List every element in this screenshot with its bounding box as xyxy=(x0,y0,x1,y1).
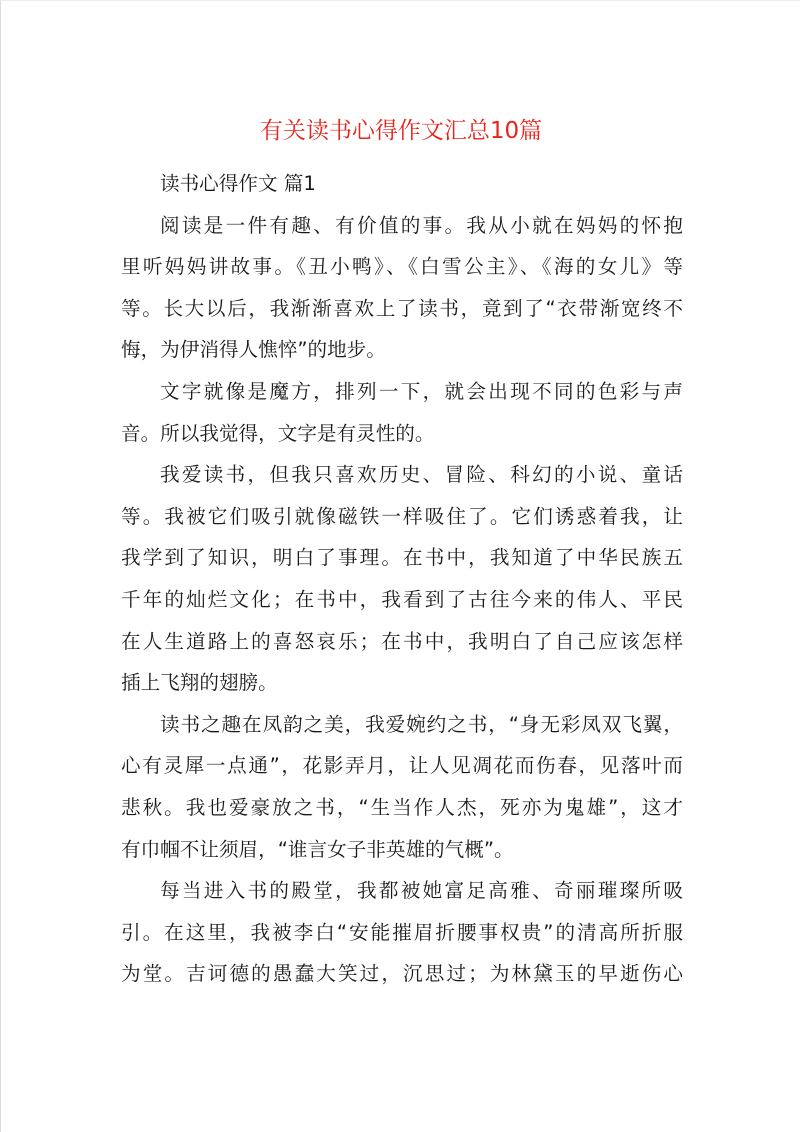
document-title: 有关读书心得作文汇总10篇 xyxy=(259,118,543,144)
paragraph-3-line-1: 我爱读书，但我只喜欢历史、冒险、科幻的小说、童话 xyxy=(160,463,683,487)
paragraph-1-line-4: 悔，为伊消得人憔悴”的地步。 xyxy=(121,338,386,362)
paragraph-3-line-5: 在人生道路上的喜怒哀乐；在书中，我明白了自己应该怎样 xyxy=(121,629,683,653)
paragraph-4-line-3: 悲秋。我也爱豪放之书，“生当作人杰，死亦为鬼雄”，这才 xyxy=(121,795,683,819)
paragraph-4-line-1: 读书之趣在凤韵之美，我爱婉约之书，“身无彩凤双飞翼， xyxy=(160,712,683,736)
paragraph-4-line-4: 有巾帼不让须眉，“谁言女子非英雄的气概”。 xyxy=(121,837,514,861)
paragraph-5-line-3: 为堂。吉诃德的愚蠢大笑过，沉思过；为林黛玉的早逝伤心 xyxy=(121,962,683,986)
paragraph-4-line-2: 心有灵犀一点通”，花影弄月，让人见凋花而伤春，见落叶而 xyxy=(121,754,683,778)
paragraph-3-line-3: 我学到了知识，明白了事理。在书中，我知道了中华民族五 xyxy=(121,546,683,570)
paragraph-3-line-6: 插上飞翔的翅膀。 xyxy=(121,671,278,695)
paragraph-5-line-1: 每当进入书的殿堂，我都被她富足高雅、奇丽璀璨所吸 xyxy=(160,879,683,903)
paragraph-1-line-2: 里听妈妈讲故事。《丑小鸭》、《白雪公主》、《海的女儿》等 xyxy=(121,255,683,279)
paragraph-5-line-2: 引。在这里，我被李白“安能摧眉折腰事权贵”的清高所折服 xyxy=(121,920,683,944)
paragraph-3-line-4: 千年的灿烂文化；在书中，我看到了古往今来的伟人、平民 xyxy=(121,587,683,611)
paragraph-2-line-1: 文字就像是魔方，排列一下，就会出现不同的色彩与声 xyxy=(160,379,683,403)
section-heading: 读书心得作文 篇1 xyxy=(160,172,316,195)
paragraph-1-line-1: 阅读是一件有趣、有价值的事。我从小就在妈妈的怀抱 xyxy=(160,213,683,237)
paragraph-1-line-3: 等。长大以后，我渐渐喜欢上了读书，竟到了“衣带渐宽终不 xyxy=(121,296,683,320)
document-body xyxy=(121,163,683,995)
paragraph-2-line-2: 音。所以我觉得，文字是有灵性的。 xyxy=(121,421,435,445)
paragraph-3-line-2: 等。我被它们吸引就像磁铁一样吸住了。它们诱惑着我，让 xyxy=(121,504,683,528)
